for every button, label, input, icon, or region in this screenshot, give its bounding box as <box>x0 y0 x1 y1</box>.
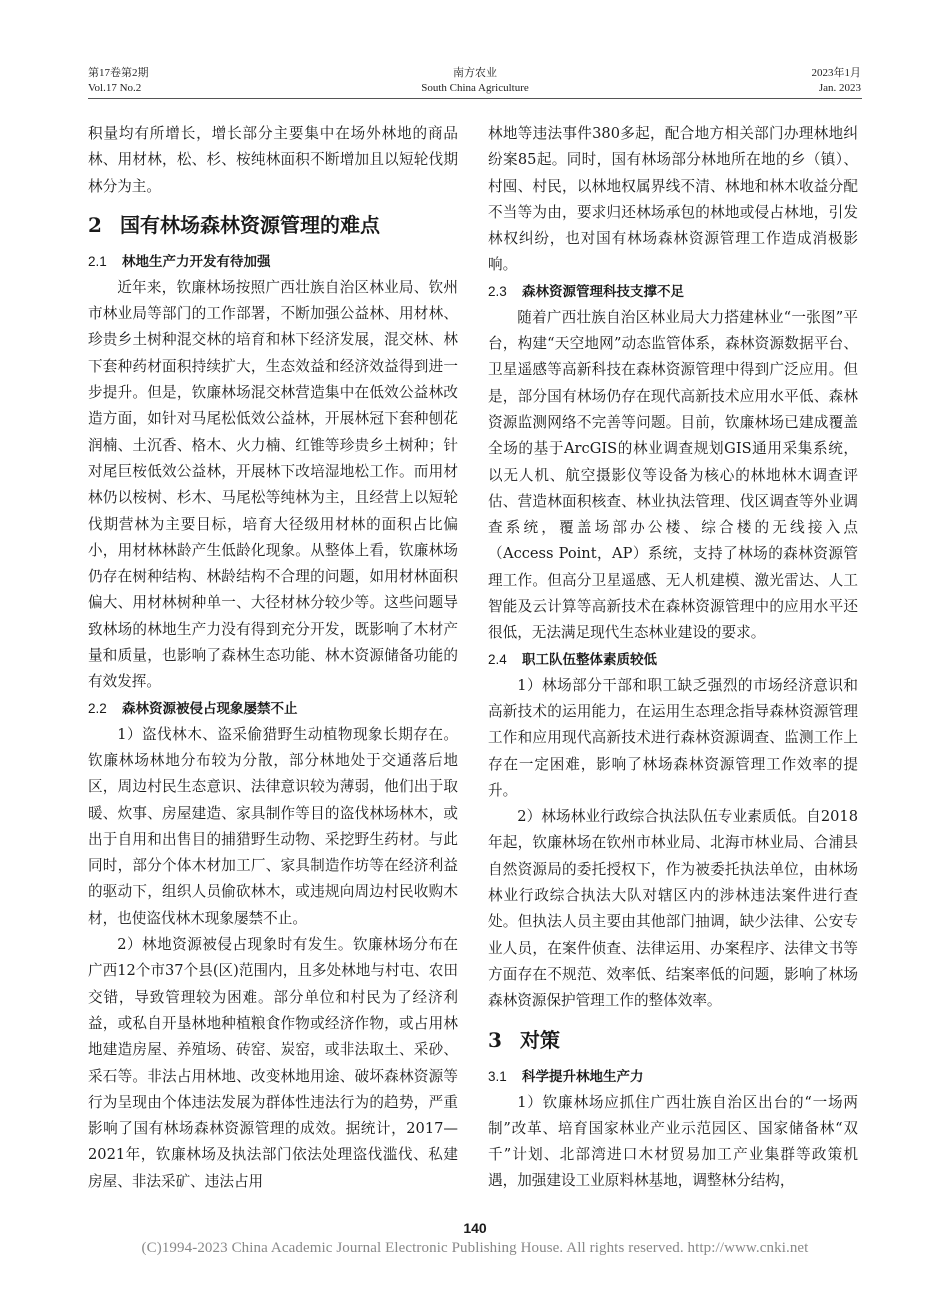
right-column <box>488 121 858 1195</box>
paragraph: 2）林地资源被侵占现象时有发生。钦廉林场分布在广西12个市37个县(区)范围内，且多处林地与村屯、农田交错，导致管理较为困难。部分单位和村民为了经济利益，或私自开垦林地种植粮食作物或经济作物，或占用林地建造房屋、养殖场、砖窑、炭窑，或非法取土、采砂、采石等。非法占用林地、改变林地用途、破坏森林资源等行为呈现由个体违法发展为群体性违法行为的趋势，严重影响了国有林场森林资源管理的成效。据统计，2017—2021年，钦廉林场及执法部门依法处理盗伐滥伐、私建房屋、非法采矿、违法占用 <box>88 936 458 1190</box>
paragraph: 近年来，钦廉林场按照广西壮族自治区林业局、钦州市林业局等部门的工作部署，不断加强公益林、用材林、珍贵乡土树种混交林的培育和林下经济发展，混交林、林下套种药材面积持续扩大，生态效益和经济效益得到进一步提升。但是，钦廉林场混交林营造集中在低效公益林改造方面，如针对马尾松低效公益林，开展林冠下套种刨花润楠、土沉香、格木、火力楠、红锥等珍贵乡土树种；针对尾巨桉低效公益林，开展林下改培湿地松工作。而用材林仍以桉树、杉木、马尾松等纯林为主，且经营上以短轮伐期营林为主要目标，培育大径级用材林的面积占比偏小，用材林林龄产生低龄化现象。从整体上看，钦廉林场仍存在树种结构、林龄结构不合理的问题，如用材林面积偏大、用材林树种单一、大径材林分较少等。这些问题导致林场的林地生产力没有得到充分开发，既影响了木材产量和质量，也影响了森林生态功能、林木资源储备功能的有效发挥。 <box>88 278 458 691</box>
page-number: 140 <box>463 1220 487 1236</box>
subsection-2-1-heading <box>88 249 458 275</box>
header-date-cn: 2023年1月 <box>811 67 861 79</box>
paragraph-continued: 积量均有所增长，增长部分主要集中在场外林地的商品林、用材林，松、杉、桉纯林面积不断增加且以短轮伐期林分为主。 <box>88 125 458 195</box>
subsection-2-4-heading <box>488 647 858 673</box>
header-date-en: Jan. 2023 <box>818 82 861 94</box>
subsection-3-1-heading <box>488 1064 858 1090</box>
subsection-number: 2.3 <box>488 283 507 299</box>
section-number: 3 <box>488 1027 502 1052</box>
subsection-title: 森林资源被侵占现象屡禁不止 <box>122 700 298 717</box>
paragraph: 1）林场部分干部和职工缺乏强烈的市场经济意识和高新技术的运用能力，在运用生态理念指导森林资源管理工作和应用现代高新技术进行森林资源调查、监测工作上存在一定困难，影响了林场森林资源管理工作效率的提升。 <box>488 676 858 799</box>
subsection-2-3-heading <box>488 279 858 305</box>
paragraph: 1）盗伐林木、盗采偷猎野生动植物现象长期存在。钦廉林场林地分布较为分散，部分林地处于交通落后地区，周边村民生态意识、法律意识较为薄弱，他们出于取暖、炊事、房屋建造、家具制作等目的盗伐林场林木，或出于自用和出售目的捕猎野生动物、采挖野生药材。与此同时，部分个体木材加工厂、家具制造作坊等在经济利益的驱动下，组织人员偷砍林木，或违规向周边村民收购木材，也使盗伐林木现象屡禁不止。 <box>88 725 458 927</box>
subsection-title: 森林资源管理科技支撑不足 <box>522 283 684 300</box>
paragraph: 随着广西壮族自治区林业局大力搭建林业“一张图”平台，构建“天空地网”动态监管体系，森林资源数据平台、卫星遥感等高新科技在森林资源管理中得到广泛应用。但是，部分国有林场仍存在现代高新技术应用水平低、森林资源监测网络不完善等问题。目前，钦廉林场已建成覆盖全场的基于ArcGIS的林业调查规划GIS通用采集系统，以无人机、航空摄影仪等设备为核心的林地林木调查评估、营造林面积核查、林业执法管理、伐区调查等外业调查系统，覆盖场部办公楼、综合楼的无线接入点（Access Point，AP）系统，支持了林场的森林资源管理工作。但高分卫星遥感、无人机建模、激光雷达、人工智能及云计算等高新技术在森林资源管理中的应用水平还很低，无法满足现代生态林业建设的要求。 <box>488 308 858 642</box>
header-date <box>812 66 862 96</box>
header-journal <box>0 66 950 96</box>
subsection-number: 2.4 <box>488 651 507 667</box>
section-title: 对策 <box>520 1027 560 1052</box>
header-rule <box>88 98 862 99</box>
section-title: 国有林场森林资源管理的难点 <box>120 212 380 237</box>
subsection-number: 2.2 <box>88 700 107 716</box>
subsection-title: 科学提升林地生产力 <box>522 1068 644 1085</box>
section-number: 2 <box>88 212 102 237</box>
paragraph-continued: 林地等违法事件380多起，配合地方相关部门办理林地纠纷案85起。同时，国有林场部分林地所在地的乡（镇）、村囤、村民，以林地权属界线不清、林地和林木收益分配不当等为由，要求归还林场承包的林地或侵占林地，引发林权纠纷，也对国有林场森林资源管理工作造成消极影响。 <box>488 125 858 274</box>
paragraph: 2）林场林业行政综合执法队伍专业素质低。自2018年起，钦廉林场在钦州市林业局、北海市林业局、合浦县自然资源局的委托授权下，作为被委托执法单位，由林场林业行政综合执法大队对辖区内的涉林违法案件进行查处。但执法人员主要由其他部门抽调，缺少法律、公安专业人员，在案件侦查、法律运用、办案程序、法律文书等方面存在不规范、效率低、结案率低的问题，影响了林场森林资源保护管理工作的整体效率。 <box>488 808 858 1010</box>
subsection-title: 林地生产力开发有待加强 <box>122 253 271 270</box>
header-volume-cn: 第17卷第2期 <box>88 67 149 79</box>
header-journal-en: South China Agriculture <box>421 82 529 94</box>
subsection-number: 2.1 <box>88 253 107 269</box>
subsection-title: 职工队伍整体素质较低 <box>522 651 657 668</box>
subsection-number: 3.1 <box>488 1068 507 1084</box>
header-volume-en: Vol.17 No.2 <box>88 82 142 94</box>
left-column <box>88 121 458 1195</box>
subsection-2-2-heading <box>88 696 458 722</box>
paragraph: 1）钦廉林场应抓住广西壮族自治区出台的“一场两制”改革、培育国家林业产业示范园区、国家储备林“双千”计划、北部湾进口木材贸易加工产业集群等政策机遇，加强建设工业原料林基地，调整林分结构， <box>488 1093 858 1190</box>
section-3-heading <box>488 1025 858 1055</box>
copyright-footer: (C)1994-2023 China Academic Journal Electronic Publishing House. All rights reserved. http://www.cnki.net <box>141 1240 809 1256</box>
section-2-heading <box>88 210 458 240</box>
header-journal-cn: 南方农业 <box>453 67 497 79</box>
